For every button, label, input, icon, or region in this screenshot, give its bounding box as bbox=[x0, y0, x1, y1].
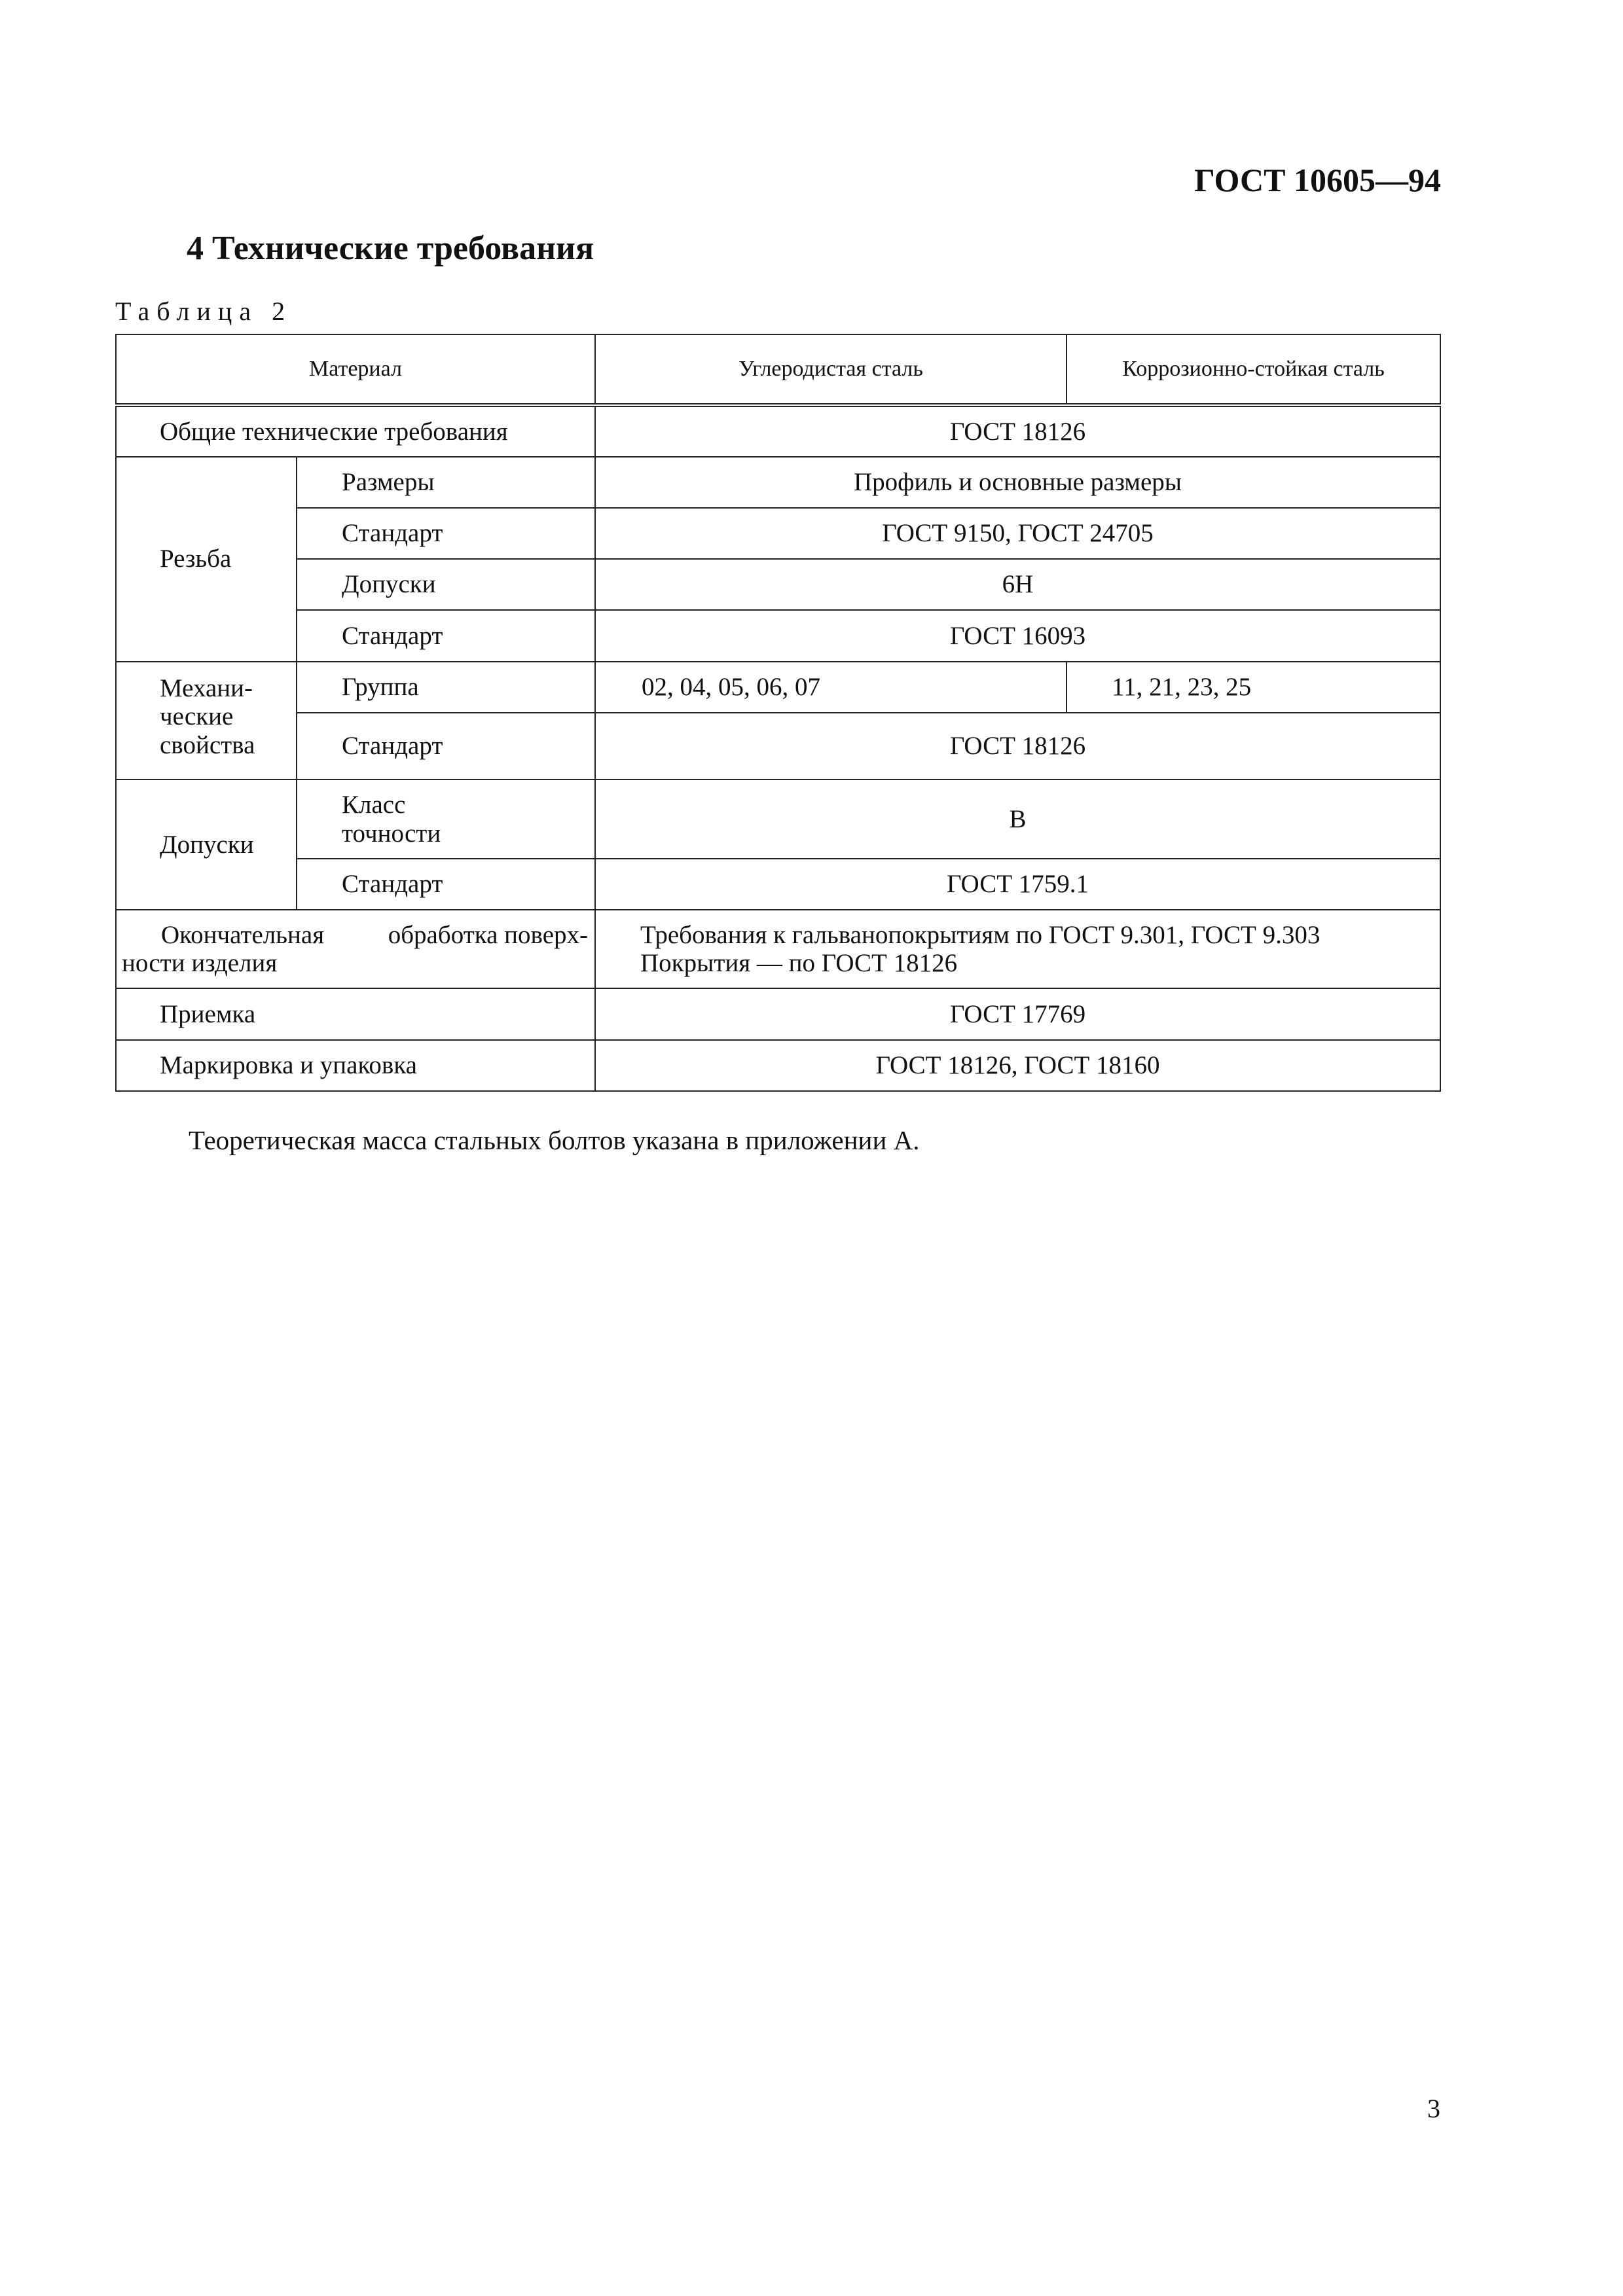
mechanical-group-carbon: 02, 04, 05, 06, 07 bbox=[595, 662, 1067, 713]
mechanical-properties-label bbox=[116, 662, 297, 780]
mechanical-label-line2: ческие bbox=[160, 702, 234, 731]
table-row bbox=[116, 610, 1440, 661]
acceptance-value: ГОСТ 17769 bbox=[595, 988, 1440, 1039]
table-row bbox=[116, 559, 1440, 610]
marking-value: ГОСТ 18126, ГОСТ 18160 bbox=[595, 1040, 1440, 1091]
section-title: 4 Технические требования bbox=[187, 230, 594, 267]
accuracy-class-line1: Класс bbox=[342, 790, 406, 819]
mechanical-group-label: Группа bbox=[297, 662, 595, 713]
table-row bbox=[116, 405, 1440, 456]
table-caption: Таблица 2 bbox=[115, 296, 293, 326]
table-row bbox=[116, 988, 1440, 1039]
accuracy-class-line2: точности bbox=[342, 819, 441, 848]
thread-sizes-value: Профиль и основные размеры bbox=[595, 457, 1440, 508]
header-material: Материал bbox=[116, 334, 595, 405]
general-requirements-label: Общие технические требования bbox=[116, 405, 595, 456]
tolerances-standard-value: ГОСТ 1759.1 bbox=[595, 859, 1440, 910]
accuracy-class-value: B bbox=[595, 780, 1440, 858]
marking-label: Маркировка и упаковка bbox=[116, 1040, 595, 1091]
table-header-row bbox=[116, 334, 1440, 405]
table-row bbox=[116, 910, 1440, 988]
surface-finish-label-line2: ности изделия bbox=[122, 949, 278, 978]
mechanical-label-line3: свойства bbox=[160, 731, 255, 760]
page-number: 3 bbox=[1427, 2094, 1440, 2123]
thread-tolerance-standard-label: Стандарт bbox=[297, 610, 595, 661]
surface-finish-label bbox=[116, 910, 595, 988]
table-row bbox=[116, 457, 1440, 508]
mechanical-label-line1: Механи- bbox=[160, 673, 253, 702]
mechanical-standard-value: ГОСТ 18126 bbox=[595, 713, 1440, 780]
thread-tolerance-standard-value: ГОСТ 16093 bbox=[595, 610, 1440, 661]
surface-finish-value bbox=[595, 910, 1440, 988]
surface-finish-value-line2: Покрытия — по ГОСТ 18126 bbox=[640, 949, 958, 978]
surface-finish-label-word2: обработка поверх- bbox=[388, 920, 589, 949]
general-requirements-value: ГОСТ 18126 bbox=[595, 405, 1440, 456]
thread-tolerance-label: Допуски bbox=[297, 559, 595, 610]
header-stainless-steel: Коррозионно-стойкая сталь bbox=[1067, 334, 1440, 405]
thread-standard-value: ГОСТ 9150, ГОСТ 24705 bbox=[595, 508, 1440, 559]
mass-note: Теоретическая масса стальных болтов указана в приложении А. bbox=[189, 1125, 920, 1155]
table-row bbox=[116, 662, 1440, 713]
acceptance-label: Приемка bbox=[116, 988, 595, 1039]
thread-sizes-label: Размеры bbox=[297, 457, 595, 508]
tolerances-label: Допуски bbox=[116, 780, 297, 910]
accuracy-class-label bbox=[297, 780, 595, 858]
mechanical-standard-label: Стандарт bbox=[297, 713, 595, 780]
document-code: ГОСТ 10605—94 bbox=[1194, 162, 1441, 198]
header-carbon-steel: Углеродистая сталь bbox=[595, 334, 1067, 405]
thread-tolerance-value: 6H bbox=[595, 559, 1440, 610]
thread-label: Резьба bbox=[116, 457, 297, 662]
table-row bbox=[116, 1040, 1440, 1091]
table-row bbox=[116, 859, 1440, 910]
surface-finish-value-line1: Требования к гальванопокрытиям по ГОСТ 9.301, ГОСТ 9.303 bbox=[640, 920, 1321, 949]
table-row bbox=[116, 713, 1440, 780]
requirements-table bbox=[115, 334, 1441, 1092]
tolerances-standard-label: Стандарт bbox=[297, 859, 595, 910]
mechanical-group-stainless: 11, 21, 23, 25 bbox=[1067, 662, 1440, 713]
table-row bbox=[116, 508, 1440, 559]
surface-finish-label-word1: Окончательная bbox=[161, 920, 325, 949]
table-row bbox=[116, 780, 1440, 858]
thread-standard-label: Стандарт bbox=[297, 508, 595, 559]
